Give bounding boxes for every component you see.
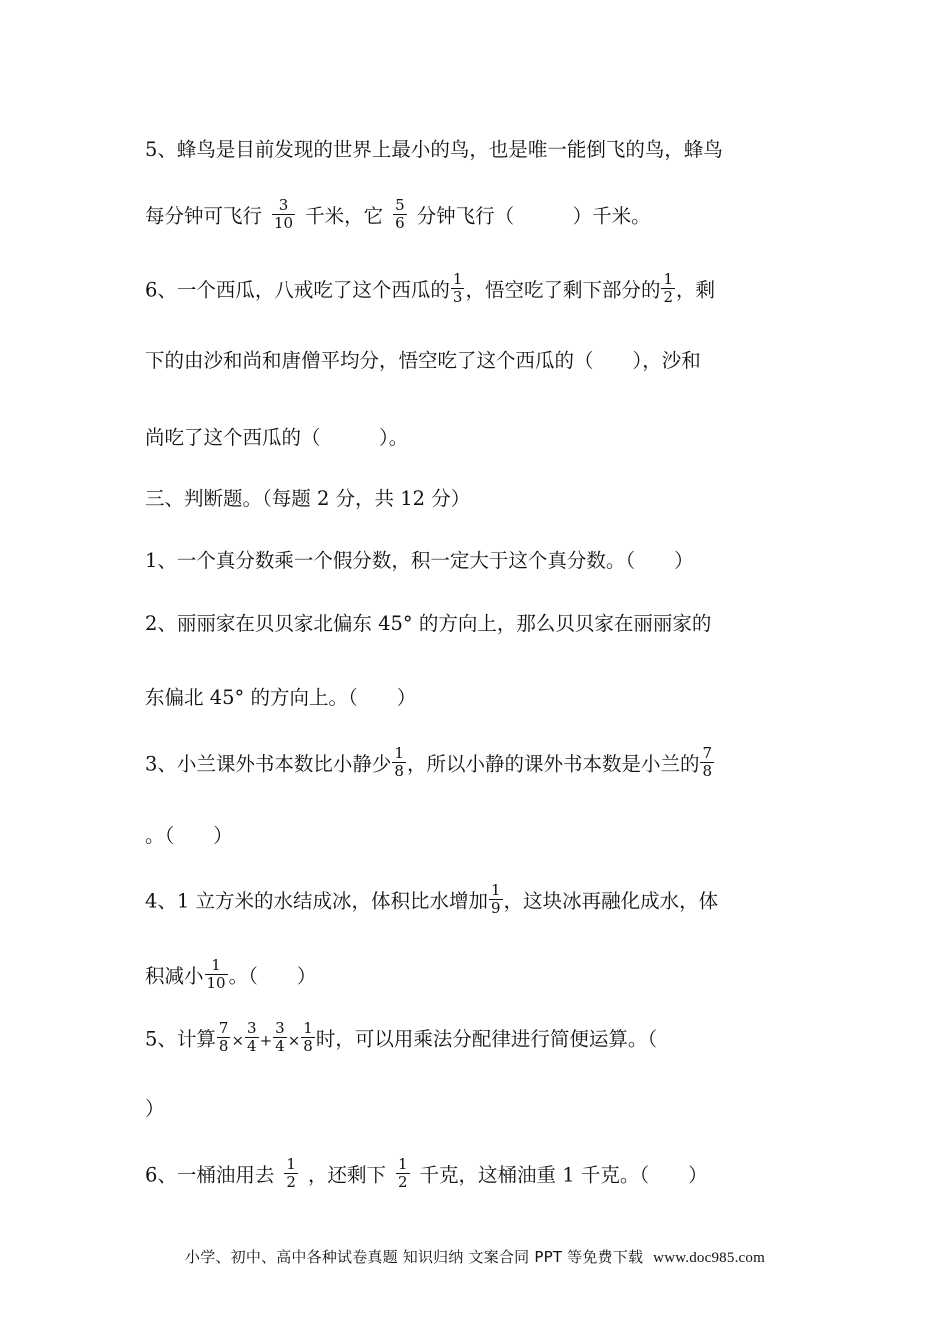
section-title: 三、判断题。（每题 2 分，共 12 分） — [145, 487, 471, 510]
fraction: $\frac{1}{2}$ — [663, 270, 674, 306]
q6-text: ，悟空吃了剩下部分的 — [465, 278, 661, 302]
q6-line2: 下的由沙和尚和唐僧平均分，悟空吃了这个西瓜的（ ），沙和 — [145, 349, 701, 372]
fraction: $\frac{1}{10}$ — [206, 956, 226, 992]
judge-3-line2: 。（ ） — [145, 824, 233, 847]
q5-line2 — [145, 196, 651, 234]
judge-4-text: ，这块冰再融化成水，体 — [503, 889, 719, 913]
q6-text: ，剩 — [676, 278, 716, 302]
fraction: $\frac{1}{9}$ — [491, 881, 501, 917]
judge-4-text: 积减小 — [145, 964, 204, 988]
judge-6-text: 千克，这桶油重 1 千克。（ ） — [419, 1163, 708, 1187]
fraction: $\frac{1}{8}$ — [394, 744, 404, 780]
judge-5-line1 — [145, 1019, 658, 1057]
judge-4-text: 4、1 立方米的水结成冰，体积比水增加 — [145, 889, 489, 913]
fraction: $\frac{3}{4}$ — [247, 1019, 257, 1055]
judge-5-text: 5、计算 — [145, 1027, 216, 1051]
q5-line1: 5、蜂鸟是目前发现的世界上最小的鸟，也是唯一能倒飞的鸟，蜂鸟 — [145, 138, 723, 161]
judge-5-text: 时，可以用乘法分配律进行简便运算。（ — [315, 1027, 658, 1051]
q6-line3: 尚吃了这个西瓜的（ ）。 — [145, 426, 409, 449]
judge-4-line2 — [145, 956, 317, 994]
plus-sign: + — [259, 1031, 273, 1050]
footer-site-link[interactable]: www.doc985.com — [653, 1250, 765, 1266]
judge-4-line1 — [145, 881, 719, 919]
judge-6 — [145, 1155, 708, 1193]
judge-2-line2: 东偏北 45° 的方向上。（ ） — [145, 686, 417, 709]
fraction: $\frac{7}{8}$ — [218, 1019, 229, 1055]
judge-3-text: ，所以小静的课外书本数是小兰的 — [406, 752, 700, 776]
footer-text: 小学、初中、高中各种试卷真题 知识归纳 文案合同 PPT 等免费下载 — [185, 1248, 644, 1266]
fraction: $\frac{1}{2}$ — [397, 1155, 408, 1191]
q5-text: 千米，它 — [305, 204, 384, 228]
q5-text: 每分钟可飞行 — [145, 204, 263, 228]
judge-6-text: 6、一桶油用去 — [145, 1163, 275, 1187]
fraction: $\frac{1}{8}$ — [303, 1019, 313, 1055]
judge-6-text: ，还剩下 — [307, 1163, 386, 1187]
times-sign: × — [231, 1031, 245, 1050]
fraction: $\frac{3}{10}$ — [274, 196, 294, 232]
judge-3-text: 3、小兰课外书本数比小静少 — [145, 752, 392, 776]
fraction: $\frac{7}{8}$ — [702, 744, 713, 780]
judge-3-line1 — [145, 744, 715, 782]
judge-2-line1: 2、丽丽家在贝贝家北偏东 45° 的方向上，那么贝贝家在丽丽家的 — [145, 612, 712, 635]
judge-4-text: 。（ ） — [228, 964, 317, 988]
q6-line1 — [145, 270, 716, 308]
times-sign: × — [287, 1031, 301, 1050]
footer — [0, 1246, 950, 1267]
judge-1: 1、一个真分数乘一个假分数，积一定大于这个真分数。（ ） — [145, 549, 694, 572]
fraction: $\frac{3}{4}$ — [275, 1019, 285, 1055]
q5-text: 分钟飞行（ ）千米。 — [416, 204, 651, 228]
judge-5-line2: ） — [145, 1097, 165, 1120]
fraction: $\frac{5}{6}$ — [395, 196, 405, 232]
fraction: $\frac{1}{3}$ — [452, 270, 463, 306]
fraction: $\frac{1}{2}$ — [286, 1155, 296, 1191]
q6-text: 6、一个西瓜，八戒吃了这个西瓜的 — [145, 278, 450, 302]
